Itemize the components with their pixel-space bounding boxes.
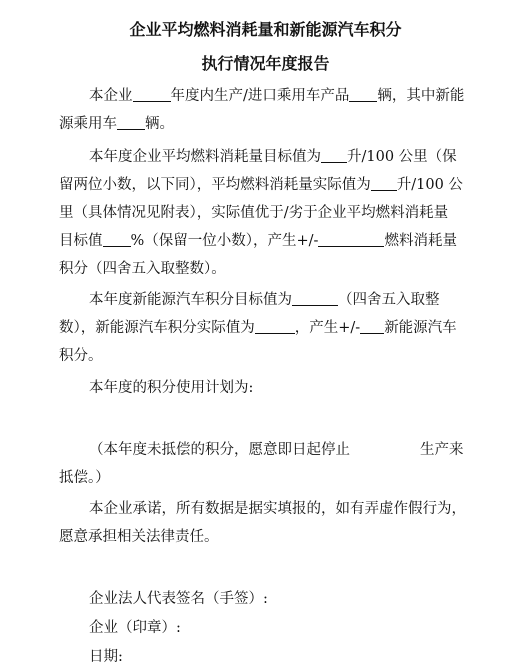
- paragraph-production-line2: [59, 114, 174, 134]
- text-segment: 升/100 公: [396, 177, 463, 193]
- text-segment: （四舍五入取整: [338, 292, 440, 308]
- credit-plan-label: 本年度的积分使用计划为:: [89, 380, 254, 396]
- text-segment: 本年度企业平均燃料消耗量目标值为: [89, 149, 321, 165]
- nev-target-blank: [292, 291, 338, 306]
- paragraph-fuel-line2: [59, 175, 463, 195]
- text-segment: （本年度未抵偿的积分，愿意即日起停止: [89, 442, 350, 458]
- paragraph-nev-line1: [89, 290, 440, 310]
- text-segment: 目标值: [59, 233, 103, 249]
- year-blank: [133, 87, 171, 102]
- text-segment: 留两位小数，以下同），平均燃料消耗量实际值为: [59, 177, 371, 193]
- commitment-line2: 愿意承担相关法律责任。: [59, 529, 219, 545]
- paragraph-fuel-line4: [59, 231, 457, 251]
- text-segment: 源乘用车: [59, 116, 117, 132]
- paragraph-nev-line2: [59, 318, 457, 338]
- text-segment: %（保留一位小数），产生+/-: [130, 233, 319, 249]
- nev-credit-blank: [360, 319, 384, 334]
- text-segment: 数），新能源汽车积分实际值为: [59, 320, 255, 336]
- company-seal-label: 企业（印章）:: [89, 620, 181, 636]
- commitment-line1: 本企业承诺，所有数据是据实填报的，如有弄虚作假行为，: [89, 501, 466, 517]
- report-title-line2: 执行情况年度报告: [201, 54, 330, 73]
- fuel-credit-blank: [318, 232, 384, 247]
- fuel-target-blank: [321, 148, 347, 163]
- text-segment: 生产来: [420, 442, 464, 458]
- paragraph-production-line1: [89, 86, 464, 106]
- paragraph-nev-line3: 积分。: [59, 348, 103, 364]
- paragraph-fuel-line1: [89, 147, 457, 167]
- text-segment: 辆。: [145, 116, 174, 132]
- nev-count-blank: [117, 115, 145, 130]
- paragraph-uncompensated-line1: [89, 440, 464, 460]
- text-segment: 新能源汽车: [384, 320, 457, 336]
- text-segment: 本企业: [89, 88, 133, 104]
- paragraph-fuel-line3: 里（具体情况见附表），实际值优于/劣于企业平均燃料消耗量: [59, 205, 449, 221]
- fuel-actual-blank: [371, 176, 397, 191]
- percent-blank: [103, 232, 131, 247]
- report-title-line1: 企业平均燃料消耗量和新能源汽车积分: [129, 20, 402, 39]
- text-segment: ，产生+/-: [294, 320, 361, 336]
- text-segment: 本年度新能源汽车积分目标值为: [89, 292, 292, 308]
- paragraph-uncompensated-line2: 抵偿。）: [59, 470, 110, 486]
- date-label: 日期:: [89, 649, 123, 665]
- legal-rep-signature-label: 企业法人代表签名（手签）:: [89, 591, 268, 607]
- nev-actual-blank: [255, 319, 295, 334]
- text-segment: 燃料消耗量: [384, 233, 457, 249]
- vehicle-count-blank: [349, 87, 377, 102]
- text-segment: 辆，其中新能: [377, 88, 465, 104]
- text-segment: 年度内生产/进口乘用车产品: [170, 88, 350, 104]
- paragraph-fuel-line5: 积分（四舍五入取整数）。: [59, 261, 226, 277]
- text-segment: 升/100 公里（保: [347, 149, 457, 165]
